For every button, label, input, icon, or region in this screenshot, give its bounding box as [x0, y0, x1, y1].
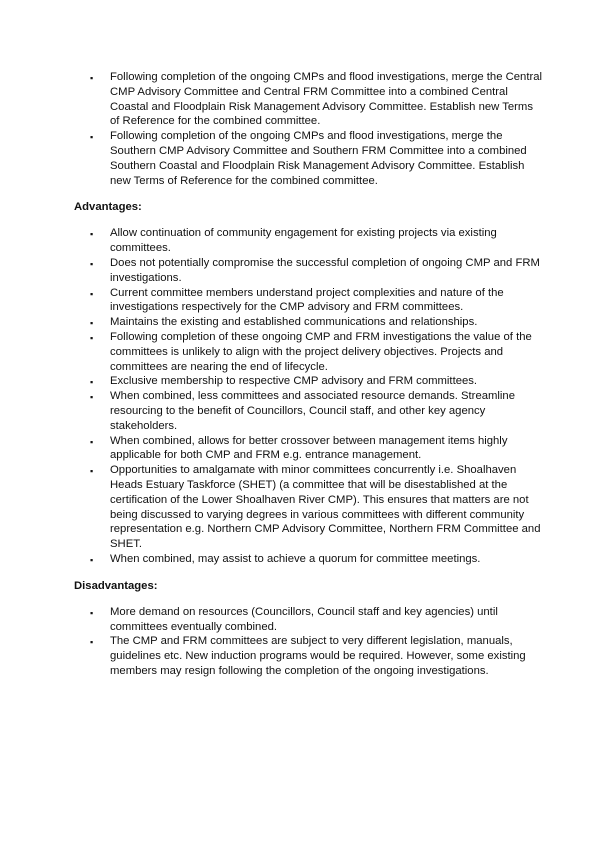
bullet-icon: ▪ [90, 607, 94, 618]
list-item-text: Opportunities to amalgamate with minor committees concurrently i.e. Shoalhaven Heads Estuary Taskforce (SHET) (a committee that will be disestablished at the certification of the Lower Shoalhaven River CMP). This ensures that matters are not being discussed to varying degrees in various committees with different community representation e.g. Northern CMP Advisory Committee, Northern FRM Committee and SHET. [110, 464, 541, 551]
page-content [74, 70, 544, 679]
list-item-text: When combined, less committees and associated resource demands. Streamline resourcing to the benefit of Councillors, Council staff, and other key agency stakeholders. [110, 390, 515, 432]
disadvantages-heading: Disadvantages: [74, 579, 158, 592]
list-item [74, 256, 544, 286]
list-item [74, 634, 544, 678]
bullet-icon: ▪ [90, 637, 94, 648]
list-item-text: Current committee members understand project complexities and nature of the investigations respectively for the CMP advisory and FRM committees. [110, 286, 504, 314]
list-item [74, 286, 544, 316]
intro-list [74, 70, 544, 188]
list-item-text: More demand on resources (Councillors, Council staff and key agencies) until committees eventually combined. [110, 605, 498, 633]
advantages-heading: Advantages: [74, 201, 142, 214]
list-item-text: The CMP and FRM committees are subject to very different legislation, manuals, guidelines etc. New induction programs would be required. However, some existing members may resign following the completion of the ongoing investigations. [110, 635, 526, 677]
disadvantages-list [74, 605, 544, 679]
list-item-text: Following completion of the ongoing CMPs and flood investigations, merge the Southern CMP Advisory Committee and Southern FRM Committee into a combined Southern Coastal and Floodplain Risk Management Advisory Committee. Establish new Terms of Reference for the combined committee. [110, 130, 527, 187]
bullet-icon: ▪ [90, 466, 94, 477]
bullet-icon: ▪ [90, 436, 94, 447]
list-item [74, 315, 544, 330]
list-item-text: When combined, may assist to achieve a quorum for committee meetings. [110, 552, 481, 565]
list-item [74, 129, 544, 188]
bullet-icon: ▪ [90, 377, 94, 388]
list-item-text: Maintains the existing and established communications and relationships. [110, 316, 478, 329]
list-item-text: Following completion of these ongoing CMP and FRM investigations the value of the committees is unlikely to align with the project delivery objectives. Projects and committees are nearing the end of lifecycle. [110, 330, 532, 373]
bullet-icon: ▪ [90, 132, 94, 143]
list-item [74, 330, 544, 374]
list-item-text: Allow continuation of community engagement for existing projects via existing committees. [110, 227, 497, 255]
list-item [74, 70, 544, 129]
bullet-icon: ▪ [90, 332, 94, 343]
bullet-icon: ▪ [90, 258, 94, 269]
advantages-list [74, 226, 544, 566]
bullet-icon: ▪ [90, 229, 94, 240]
list-item [74, 374, 544, 389]
list-item-text: When combined, allows for better crossover between management items highly applicable for both CMP and FRM e.g. entrance management. [110, 434, 508, 462]
bullet-icon: ▪ [90, 73, 94, 83]
list-item-text: Exclusive membership to respective CMP advisory and FRM committees. [110, 375, 478, 388]
bullet-icon: ▪ [90, 318, 94, 329]
list-item [74, 434, 544, 464]
list-item [74, 552, 544, 567]
list-item [74, 605, 544, 635]
list-item [74, 389, 544, 433]
list-item-text: Following completion of the ongoing CMPs and flood investigations, merge the Central CMP Advisory Committee and Central FRM Committee into a combined Central Coastal and Floodplain Risk Management Advisory Committee. Establish new Terms of Reference for the combined committee. [110, 71, 543, 128]
list-item [74, 463, 544, 552]
list-item-text: Does not potentially compromise the successful completion of ongoing CMP and FRM investigations. [110, 256, 540, 284]
bullet-icon: ▪ [90, 392, 94, 403]
list-item [74, 226, 544, 256]
bullet-icon: ▪ [90, 288, 94, 299]
bullet-icon: ▪ [90, 554, 94, 565]
